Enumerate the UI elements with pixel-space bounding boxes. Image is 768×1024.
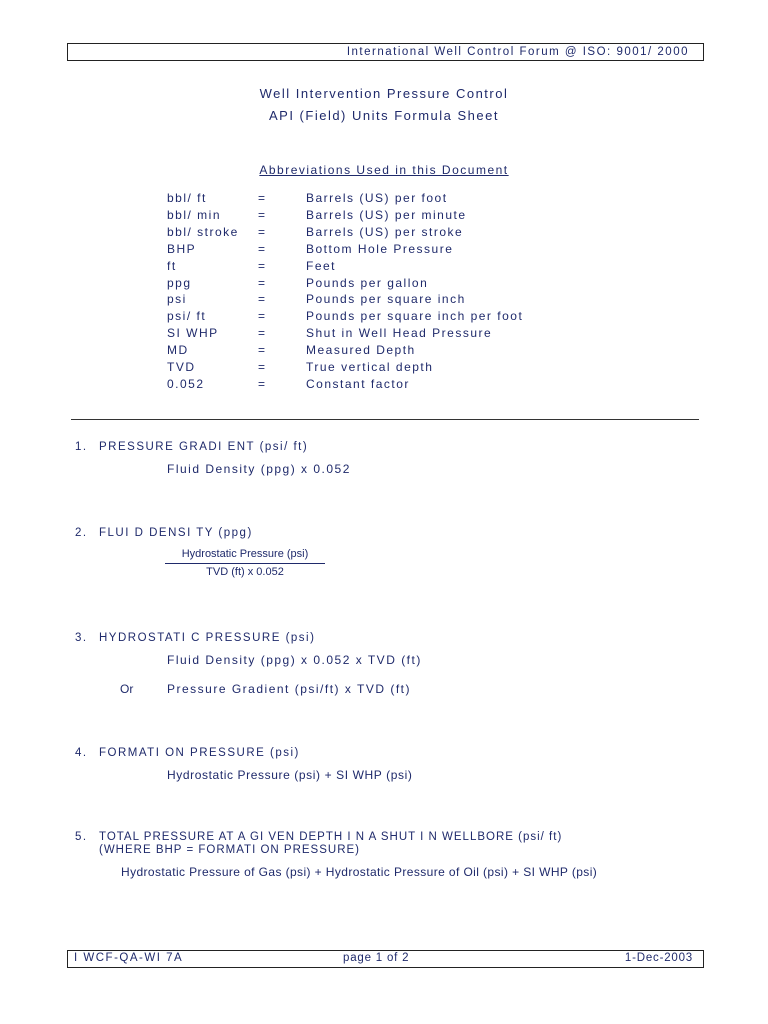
section-number: 2. — [75, 527, 88, 539]
abbreviation-equals: = — [258, 309, 267, 324]
abbreviation-term: ft — [167, 258, 177, 273]
abbreviation-meaning: Constant factor — [306, 376, 410, 391]
abbreviation-equals: = — [258, 191, 267, 205]
section-title: FORMATI ON PRESSURE (psi) — [99, 747, 300, 759]
header-text: International Well Control Forum @ ISO: 9001/ 2000 — [346, 46, 689, 58]
formula: Hydrostatic Pressure of Gas (psi) + Hydrostatic Pressure of Oil (psi) + SI WHP (psi) — [121, 865, 598, 879]
abbreviation-row — [0, 191, 768, 208]
document-id: I WCF-QA-WI 7A — [74, 952, 184, 964]
abbreviation-term: psi — [167, 292, 187, 307]
abbreviation-term: TVD — [167, 360, 196, 374]
formula: Fluid Density (ppg) x 0.052 — [167, 462, 351, 476]
abbreviation-row — [0, 377, 768, 394]
section-divider — [71, 419, 699, 420]
header-box — [67, 43, 704, 61]
section-number: 4. — [75, 747, 88, 759]
abbreviation-term: MD — [167, 343, 189, 358]
abbreviation-equals: = — [258, 343, 267, 358]
abbreviation-meaning: Barrels (US) per stroke — [306, 224, 464, 239]
section-number: 3. — [75, 632, 88, 644]
abbreviation-meaning: True vertical depth — [306, 360, 434, 374]
abbreviation-term: BHP — [167, 241, 197, 256]
abbreviation-equals: = — [258, 275, 267, 290]
section-subtitle: (WHERE BHP = FORMATI ON PRESSURE) — [99, 844, 361, 856]
abbreviation-meaning: Pounds per square inch — [306, 292, 466, 307]
abbreviation-row — [0, 326, 768, 343]
abbreviations-heading: Abbreviations Used in this Document — [259, 163, 509, 177]
abbreviation-term: SI WHP — [167, 326, 219, 341]
abbreviation-row — [0, 208, 768, 225]
abbreviation-row — [0, 225, 768, 242]
formula: Fluid Density (ppg) x 0.052 x TVD (ft) — [167, 653, 422, 667]
abbreviation-term: bbl/ stroke — [167, 224, 239, 239]
page-number: page 1 of 2 — [343, 952, 410, 964]
abbreviation-row — [0, 343, 768, 360]
abbreviation-meaning: Shut in Well Head Pressure — [306, 326, 493, 341]
abbreviation-row — [0, 276, 768, 293]
fraction-numerator: Hydrostatic Pressure (psi) — [181, 548, 309, 560]
abbreviation-equals: = — [258, 207, 267, 222]
abbreviation-row — [0, 259, 768, 276]
abbreviation-meaning: Barrels (US) per foot — [306, 191, 448, 205]
abbreviation-meaning: Pounds per square inch per foot — [306, 309, 524, 324]
abbreviation-meaning: Pounds per gallon — [306, 275, 429, 290]
footer-box — [67, 950, 704, 968]
abbreviation-term: 0.052 — [167, 376, 205, 391]
abbreviation-equals: = — [258, 258, 267, 273]
abbreviation-equals: = — [258, 224, 267, 239]
section-title: PRESSURE GRADI ENT (psi/ ft) — [99, 441, 309, 453]
abbreviation-term: bbl/ min — [167, 207, 222, 222]
abbreviation-meaning: Barrels (US) per minute — [306, 207, 467, 222]
section-title: TOTAL PRESSURE AT A GI VEN DEPTH I N A SHUT I N WELLBORE (psi/ ft) — [99, 831, 563, 843]
section-title: FLUI D DENSI TY (ppg) — [99, 527, 253, 539]
abbreviation-row — [0, 309, 768, 326]
fraction-line — [165, 563, 325, 564]
fraction-denominator: TVD (ft) x 0.052 — [206, 566, 284, 578]
formula: Hydrostatic Pressure (psi) + SI WHP (psi) — [167, 768, 413, 782]
abbreviation-row — [0, 360, 768, 377]
abbreviation-term: psi/ ft — [167, 309, 207, 324]
abbreviation-term: bbl/ ft — [167, 191, 207, 205]
abbreviation-term: ppg — [167, 275, 192, 290]
abbreviation-meaning: Feet — [306, 258, 337, 273]
abbreviation-meaning: Bottom Hole Pressure — [306, 241, 454, 256]
formula-alternative: Pressure Gradient (psi/ft) x TVD (ft) — [167, 682, 411, 696]
or-label: Or — [120, 682, 134, 696]
section-number: 1. — [75, 441, 88, 453]
document-title: Well Intervention Pressure Control — [259, 86, 509, 101]
abbreviation-row — [0, 242, 768, 259]
section-title: HYDROSTATI C PRESSURE (psi) — [99, 632, 316, 644]
abbreviation-meaning: Measured Depth — [306, 343, 416, 358]
document-date: 1-Dec-2003 — [624, 952, 693, 964]
abbreviation-equals: = — [258, 241, 267, 256]
abbreviation-equals: = — [258, 326, 267, 341]
abbreviation-equals: = — [258, 292, 267, 307]
abbreviation-equals: = — [258, 376, 267, 391]
document-subtitle: API (Field) Units Formula Sheet — [268, 108, 499, 123]
section-number: 5. — [75, 831, 88, 843]
abbreviation-equals: = — [258, 360, 267, 374]
abbreviation-row — [0, 292, 768, 309]
